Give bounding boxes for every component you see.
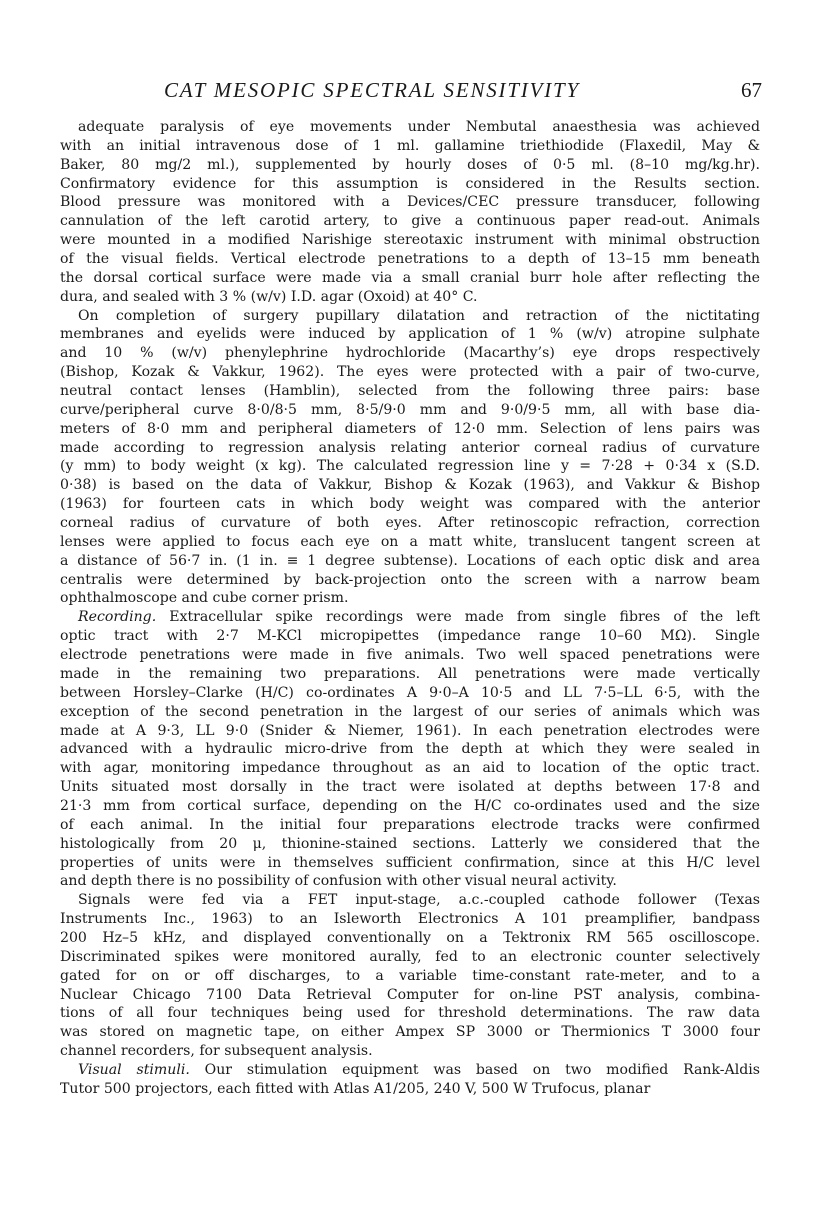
line-text: (Bishop, Kozak & Vakkur, 1962). The eyes were protected with a pair of two-curve, (60, 364, 760, 381)
text-line (60, 325, 760, 344)
line-text: with an initial intravenous dose of 1 ml. gallamine triethiodide (Flaxedil, May & (60, 137, 760, 154)
text-line (60, 835, 760, 854)
line-text: made according to regression analysis relating anterior corneal radius of curvature (60, 439, 760, 456)
line-text: ophthalmoscope and cube corner prism. (60, 590, 349, 607)
text-line (60, 816, 760, 835)
text-line (60, 1080, 760, 1099)
text-line (60, 608, 760, 627)
text-line (60, 571, 760, 590)
line-text: (1963) for fourteen cats in which body weight was compared with the anterior (60, 496, 760, 513)
line-text: Units situated most dorsally in the tract were isolated at depths between 17·8 and (60, 779, 760, 796)
line-text: of the visual fields. Vertical electrode penetrations to a depth of 13–15 mm beneath (60, 251, 760, 268)
text-line (60, 495, 760, 514)
text-line (60, 910, 760, 929)
text-line (60, 175, 760, 194)
page-number: 67 (741, 78, 762, 102)
line-text: made in the remaining two preparations. All penetrations were made vertically (60, 665, 760, 682)
text-line (60, 420, 760, 439)
text-line (60, 891, 760, 910)
line-text: a distance of 56·7 in. (1 in. ≡ 1 degree subtense). Locations of each optic disk and area (60, 552, 760, 569)
text-line (60, 665, 760, 684)
line-text: optic tract with 2·7 M-KCl micropipettes (impedance range 10–60 MΩ). Single (60, 628, 760, 645)
line-text: between Horsley–Clarke (H/C) co-ordinates A 9·0–A 10·5 and LL 7·5–LL 6·5, with the (60, 684, 760, 701)
text-line (60, 307, 760, 326)
text-line (60, 589, 760, 608)
text-line (60, 212, 760, 231)
line-text: 0·38) is based on the data of Vakkur, Bishop & Kozak (1963), and Vakkur & Bishop (60, 477, 760, 494)
line-text: and depth there is no possibility of confusion with other visual neural activity. (60, 873, 617, 890)
text-line (60, 703, 760, 722)
text-line (60, 363, 760, 382)
line-text: On completion of surgery pupillary dilatation and retraction of the nictitating (78, 307, 760, 324)
section-lead: Visual stimuli. (78, 1061, 190, 1078)
running-title: CAT MESOPIC SPECTRAL SENSITIVITY (164, 78, 580, 102)
text-line (60, 722, 760, 741)
text-line (60, 250, 760, 269)
line-text: histologically from 20 μ, thionine-stained sections. Latterly we considered that the (60, 835, 760, 852)
text-line (60, 439, 760, 458)
line-text: advanced with a hydraulic micro-drive from the depth at which they were sealed in (60, 741, 760, 758)
line-text: neutral contact lenses (Hamblin), selected from the following three pairs: base (60, 383, 760, 400)
line-text: lenses were applied to focus each eye on a matt white, translucent tangent screen at (60, 533, 760, 550)
line-text: of each animal. In the initial four preparations electrode tracks were confirmed (60, 816, 760, 833)
line-text: meters of 8·0 mm and peripheral diameters of 12·0 mm. Selection of lens pairs was (60, 420, 760, 437)
line-text: and 10 % (w/v) phenylephrine hydrochloride (Macarthy’s) eye drops respectively (60, 345, 760, 362)
text-line (60, 778, 760, 797)
line-text: membranes and eyelids were induced by application of 1 % (w/v) atropine sulphate (60, 326, 760, 343)
text-line (60, 1042, 760, 1061)
line-text: 200 Hz–5 kHz, and displayed conventionally on a Tektronix RM 565 oscilloscope. (60, 929, 760, 946)
text-line (60, 684, 760, 703)
text-line (60, 193, 760, 212)
line-text: cannulation of the left carotid artery, to give a continuous paper read-out. Animals (60, 213, 760, 230)
line-text: Tutor 500 projectors, each fitted with Atlas A1/205, 240 V, 500 W Trufocus, planar (60, 1080, 651, 1097)
text-line (60, 797, 760, 816)
paragraph (60, 118, 760, 307)
text-line (60, 872, 760, 891)
text-line (60, 929, 760, 948)
paragraph (60, 1061, 760, 1099)
text-line (60, 1061, 760, 1080)
line-text: channel recorders, for subsequent analysis. (60, 1043, 373, 1060)
line-text: Confirmatory evidence for this assumption is considered in the Results section. (60, 175, 760, 192)
body-text (60, 118, 760, 1099)
text-line (60, 1023, 760, 1042)
text-line (60, 627, 760, 646)
line-text: dura, and sealed with 3 % (w/v) I.D. agar (Oxoid) at 40° C. (60, 288, 478, 305)
text-line (60, 986, 760, 1005)
line-text: adequate paralysis of eye movements under Nembutal anaesthesia was achieved (78, 119, 760, 135)
text-line (60, 137, 760, 156)
line-text: centralis were determined by back-projection onto the screen with a narrow beam (60, 571, 760, 588)
paragraph (60, 307, 760, 609)
text-line (60, 118, 760, 137)
line-text: Extracellular spike recordings were made from single fibres of the left (169, 609, 760, 626)
line-text: exception of the second penetration in the largest of our series of animals which was (60, 703, 760, 720)
line-text: tions of all four techniques being used for threshold determinations. The raw data (60, 1005, 760, 1022)
line-text: (y mm) to body weight (x kg). The calculated regression line y = 7·28 + 0·34 x (S.D. (60, 458, 760, 475)
text-line (60, 156, 760, 175)
line-text: with agar, monitoring impedance throughout as an aid to location of the optic tract. (60, 760, 760, 777)
line-text: gated for on or off discharges, to a variable time-constant rate-meter, and to a (60, 967, 760, 984)
text-line (60, 740, 760, 759)
line-text: Our stimulation equipment was based on two modified Rank-Aldis (204, 1061, 760, 1078)
line-text: Instruments Inc., 1963) to an Isleworth Electronics A 101 preamplifier, bandpass (60, 911, 760, 928)
line-text: the dorsal cortical surface were made via a small cranial burr hole after reflecting the (60, 269, 760, 286)
text-line (60, 1004, 760, 1023)
text-line (60, 533, 760, 552)
line-text: corneal radius of curvature of both eyes. After retinoscopic refraction, correction (60, 515, 760, 532)
text-line (60, 231, 760, 250)
text-line (60, 288, 760, 307)
text-line (60, 854, 760, 873)
line-text: Baker, 80 mg/2 ml.), supplemented by hourly doses of 0·5 ml. (8–10 mg/kg.hr). (60, 156, 760, 173)
line-text: was stored on magnetic tape, on either Ampex SP 3000 or Thermionics T 3000 four (60, 1024, 760, 1041)
text-line (60, 401, 760, 420)
text-line (60, 759, 760, 778)
line-text: curve/peripheral curve 8·0/8·5 mm, 8·5/9·0 mm and 9·0/9·5 mm, all with base dia- (60, 401, 760, 418)
text-line (60, 967, 760, 986)
text-line (60, 948, 760, 967)
paragraph (60, 608, 760, 891)
line-text: made at A 9·3, LL 9·0 (Snider & Niemer, 1961). In each penetration electrodes were (60, 722, 760, 739)
line-text: Nuclear Chicago 7100 Data Retrieval Computer for on-line PST analysis, combina- (60, 986, 760, 1003)
line-text: were mounted in a modified Narishige stereotaxic instrument with minimal obstruction (60, 232, 760, 249)
text-line (60, 269, 760, 288)
line-text: Discriminated spikes were monitored aurally, fed to an electronic counter selectively (60, 948, 760, 965)
text-line (60, 382, 760, 401)
paragraph (60, 891, 760, 1061)
line-text: electrode penetrations were made in five animals. Two well spaced penetrations were (60, 647, 760, 664)
line-text: Blood pressure was monitored with a Devices/CEC pressure transducer, following (60, 194, 760, 211)
text-line (60, 646, 760, 665)
text-line (60, 344, 760, 363)
text-line (60, 552, 760, 571)
section-lead: Recording. (78, 609, 157, 626)
running-header (56, 78, 762, 108)
text-line (60, 514, 760, 533)
text-line (60, 457, 760, 476)
line-text: Signals were fed via a FET input-stage, a.c.-coupled cathode follower (Texas (78, 892, 760, 909)
text-line (60, 476, 760, 495)
line-text: properties of units were in themselves sufficient confirmation, since at this H/C level (60, 854, 760, 871)
line-text: 21·3 mm from cortical surface, depending on the H/C co-ordinates used and the size (60, 797, 760, 814)
